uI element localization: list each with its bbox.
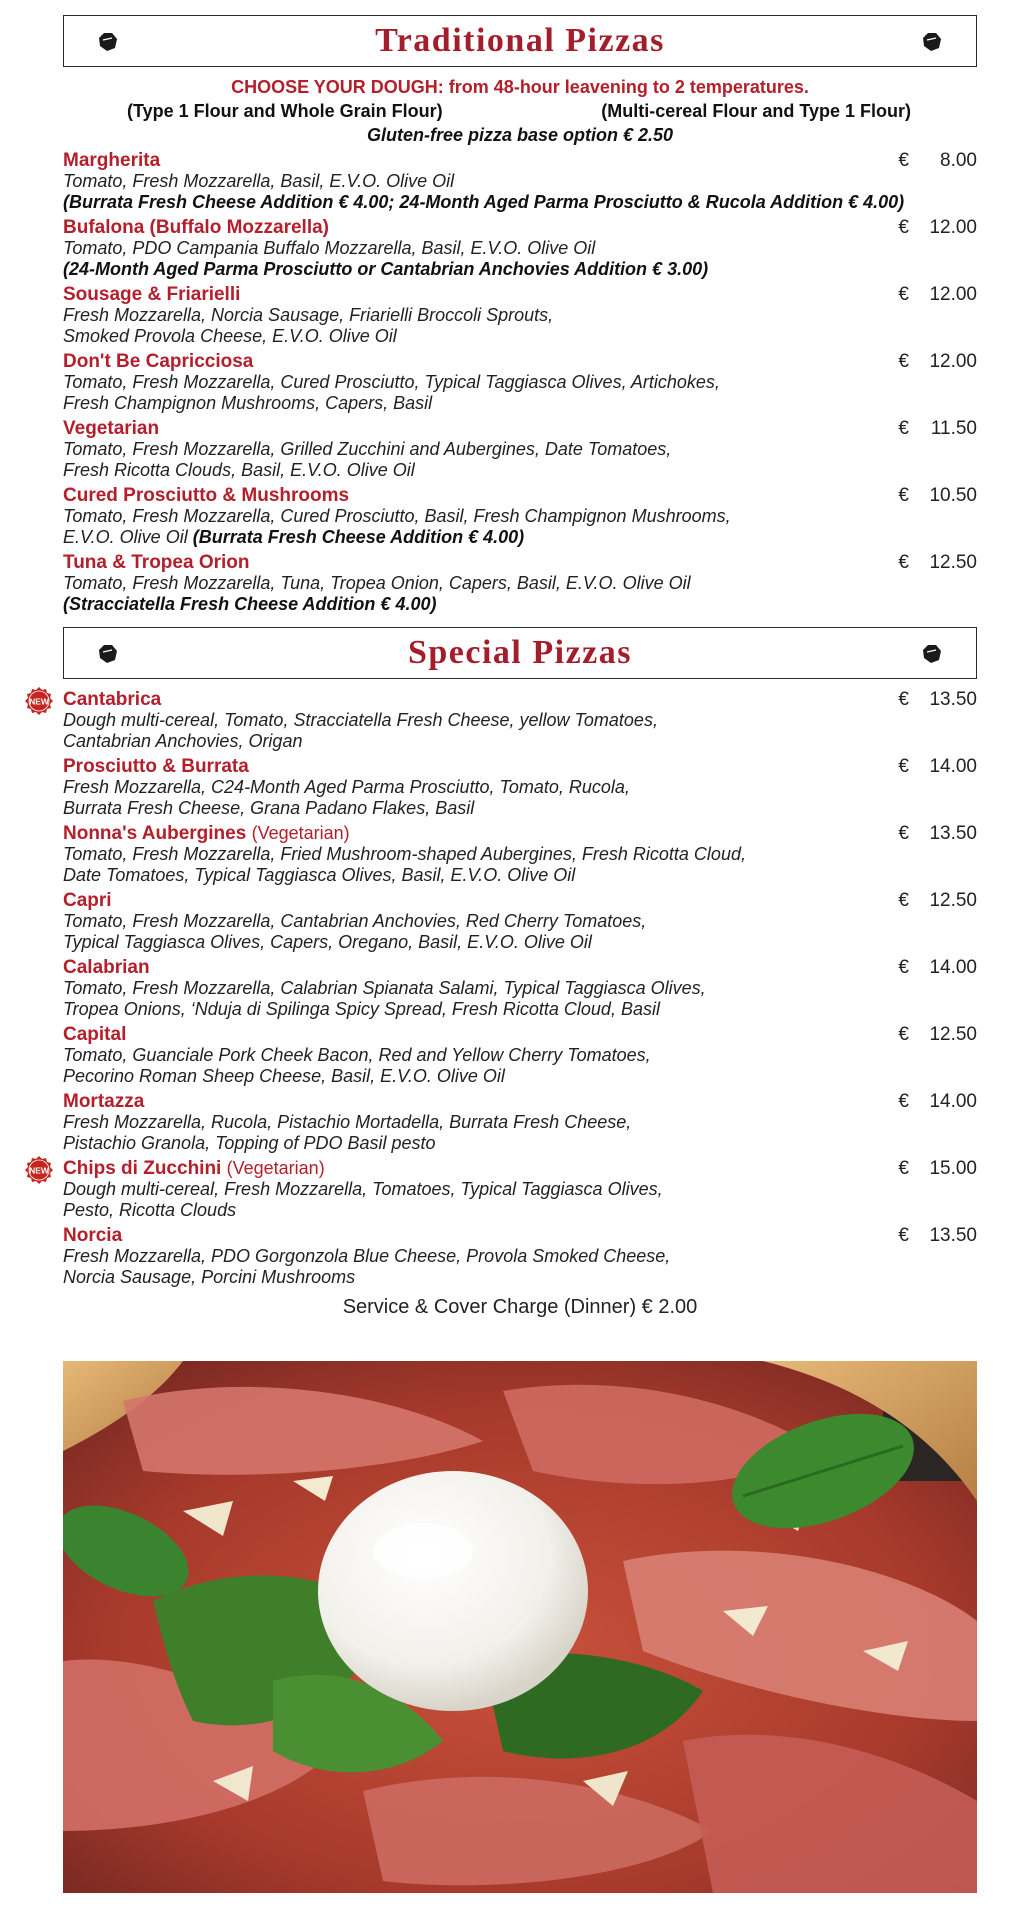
menu-item (63, 890, 977, 953)
item-description: Fresh Mozzarella, PDO Gorgonzola Blue Cheese, Provola Smoked Cheese, Norcia Sausage, Porcini Mushrooms (63, 1246, 671, 1287)
dough-choice-line: CHOOSE YOUR DOUGH: from 48-hour leavening to 2 temperatures. (231, 77, 809, 97)
menu-item (63, 552, 977, 615)
vegetarian-note: (Vegetarian) (226, 1158, 325, 1178)
item-description: Tomato, PDO Campania Buffalo Mozzarella, Basil, E.V.O. Olive Oil (63, 238, 596, 258)
item-description: Tomato, Fresh Mozzarella, Grilled Zucchini and Aubergines, Date Tomatoes, Fresh Ricotta Clouds, Basil, E.V.O. Olive Oil (63, 439, 672, 480)
menu-item (63, 1024, 977, 1087)
menu-item (63, 1225, 977, 1288)
item-name: Calabrian (63, 957, 150, 978)
item-description: Dough multi-cereal, Tomato, Stracciatella Fresh Cheese, yellow Tomatoes, Cantabrian Anchovies, Origan (63, 710, 658, 751)
menu-item (63, 217, 977, 280)
item-description: Tomato, Guanciale Pork Cheek Bacon, Red and Yellow Cherry Tomatoes, Pecorino Roman Sheep Cheese, Basil, E.V.O. Olive Oil (63, 1045, 651, 1086)
item-price: € 12.50 (898, 890, 977, 911)
pizza-slice-icon (922, 32, 942, 52)
item-addition: (Burrata Fresh Cheese Addition € 4.00; 24-Month Aged Parma Prosciutto & Rucola Addition € 4.00) (63, 192, 905, 212)
new-badge-icon (24, 686, 54, 716)
service-charge: Service & Cover Charge (Dinner) € 2.00 (342, 1296, 698, 1318)
item-price: € 13.50 (898, 689, 977, 710)
item-price: € 12.00 (898, 217, 977, 238)
item-price: € 14.00 (898, 756, 977, 777)
item-description: Fresh Mozzarella, C24-Month Aged Parma Prosciutto, Tomato, Rucola, Burrata Fresh Cheese, Grana Padano Flakes, Basil (63, 777, 630, 818)
menu-item (63, 823, 977, 886)
menu-item (63, 485, 977, 548)
item-addition: (24-Month Aged Parma Prosciutto or Cantabrian Anchovies Addition € 3.00) (63, 259, 709, 279)
item-name: Nonna's Aubergines (Vegetarian) (63, 823, 350, 844)
item-name: Vegetarian (63, 418, 160, 439)
item-price: € 11.50 (898, 418, 977, 439)
item-price: € 8.00 (898, 150, 977, 171)
menu-item (29, 1158, 977, 1221)
item-description: Tomato, Fresh Mozzarella, Calabrian Spianata Salami, Typical Taggiasca Olives, Tropea Onions, ‘Nduja di Spilinga Spicy Spread, Fresh Ricotta Cloud, Basil (63, 978, 706, 1019)
traditional-title: Traditional Pizzas (375, 22, 665, 59)
item-price: € 13.50 (898, 823, 977, 844)
item-description: Dough multi-cereal, Fresh Mozzarella, Tomatoes, Typical Taggiasca Olives, Pesto, Ricotta Clouds (63, 1179, 663, 1220)
item-price: € 12.00 (898, 351, 977, 372)
item-description: Fresh Mozzarella, Rucola, Pistachio Mortadella, Burrata Fresh Cheese, Pistachio Granola, Topping of PDO Basil pesto (63, 1112, 632, 1153)
menu-item (63, 756, 977, 819)
pizza-slice-icon (922, 644, 942, 664)
gluten-free-option: Gluten-free pizza base option € 2.50 (366, 125, 674, 145)
special-header (63, 627, 977, 679)
menu-item (63, 351, 977, 414)
item-addition: (Burrata Fresh Cheese Addition € 4.00) (192, 527, 525, 547)
item-description: Tomato, Fresh Mozzarella, Fried Mushroom-shaped Aubergines, Fresh Ricotta Cloud, Date Tomatoes, Typical Taggiasca Olives, Basil, E.V.O. Olive Oil (63, 844, 746, 885)
menu-item (63, 418, 977, 481)
item-name: Capital (63, 1024, 127, 1045)
item-name: Prosciutto & Burrata (63, 756, 249, 777)
item-price: € 12.00 (898, 284, 977, 305)
menu-item (29, 689, 977, 752)
flour-right: (Multi-cereal Flour and Type 1 Flour) (601, 101, 911, 121)
item-name: Bufalona (Buffalo Mozzarella) (63, 217, 330, 238)
menu-page (29, 15, 977, 1319)
menu-item (63, 1091, 977, 1154)
item-description: Tomato, Fresh Mozzarella, Tuna, Tropea Onion, Capers, Basil, E.V.O. Olive Oil (63, 573, 691, 593)
item-name: Mortazza (63, 1091, 145, 1112)
pizza-slice-icon (98, 644, 118, 664)
item-price: € 14.00 (898, 1091, 977, 1112)
menu-item (63, 284, 977, 347)
item-price: € 12.50 (898, 552, 977, 573)
pizza-slice-icon (98, 32, 118, 52)
traditional-items (63, 150, 977, 615)
item-name: Sousage & Friarielli (63, 284, 241, 305)
item-addition: (Stracciatella Fresh Cheese Addition € 4.00) (63, 594, 437, 614)
item-description: Fresh Mozzarella, Norcia Sausage, Friarielli Broccoli Sprouts, Smoked Provola Cheese, E.V.O. Olive Oil (63, 305, 554, 346)
menu-item (63, 150, 977, 213)
item-description: Tomato, Fresh Mozzarella, Basil, E.V.O. Olive Oil (63, 171, 455, 191)
item-name: Chips di Zucchini (Vegetarian) (63, 1158, 325, 1179)
pizza-photo (63, 1361, 977, 1893)
item-name: Tuna & Tropea Orion (63, 552, 250, 573)
item-name: Cured Prosciutto & Mushrooms (63, 485, 350, 506)
item-price: € 10.50 (898, 485, 977, 506)
item-name: Margherita (63, 150, 161, 171)
new-badge-icon (24, 1155, 54, 1185)
item-price: € 14.00 (898, 957, 977, 978)
flour-left: (Type 1 Flour and Whole Grain Flour) (127, 101, 443, 121)
traditional-header (63, 15, 977, 67)
flour-options (63, 101, 977, 122)
item-description: Tomato, Fresh Mozzarella, Cured Prosciutto, Typical Taggiasca Olives, Artichokes, Fresh Champignon Mushrooms, Capers, Basil (63, 372, 720, 413)
svg-text:NEW: NEW (29, 696, 49, 707)
item-price: € 12.50 (898, 1024, 977, 1045)
item-price: € 13.50 (898, 1225, 977, 1246)
special-items (29, 689, 977, 1288)
item-name: Don't Be Capricciosa (63, 351, 254, 372)
item-name: Cantabrica (63, 689, 162, 710)
special-title: Special Pizzas (407, 634, 633, 671)
item-price: € 15.00 (898, 1158, 977, 1179)
menu-item (63, 957, 977, 1020)
item-description: Tomato, Fresh Mozzarella, Cured Prosciutto, Basil, Fresh Champignon Mushrooms, E.V.O. Olive Oil (Burrata Fresh Cheese Addition € 4.00) (63, 506, 731, 547)
svg-text:NEW: NEW (29, 1165, 49, 1176)
vegetarian-note: (Vegetarian) (251, 823, 350, 843)
item-name: Capri (63, 890, 112, 911)
item-name: Norcia (63, 1225, 123, 1246)
item-description: Tomato, Fresh Mozzarella, Cantabrian Anchovies, Red Cherry Tomatoes, Typical Taggiasca Olives, Capers, Oregano, Basil, E.V.O. Olive Oil (63, 911, 647, 952)
